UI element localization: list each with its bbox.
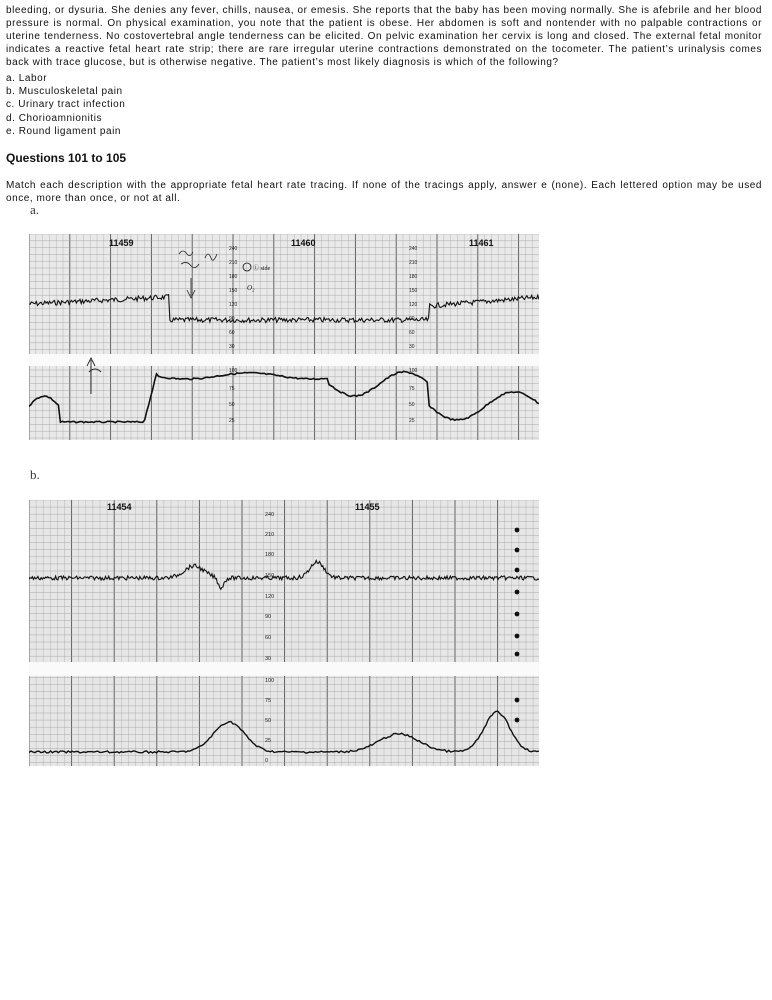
- option-a: a. Labor: [6, 73, 48, 84]
- uc-scale-label: 25: [265, 738, 272, 744]
- uc-scale-label: 25: [229, 418, 235, 424]
- fhr-scale-label: 30: [409, 344, 415, 350]
- tracing-a-strip: [29, 234, 539, 440]
- uc-scale-label: 25: [409, 418, 415, 424]
- tracing-b-label: b.: [30, 467, 40, 482]
- option-e: e. Round ligament pain: [6, 125, 121, 137]
- strip-number: 11455: [355, 502, 380, 512]
- fhr-scale-label: 60: [229, 330, 235, 336]
- fhr-scale-label: 150: [265, 573, 275, 579]
- strip-number: 11460: [291, 238, 316, 248]
- fhr-scale-label: 240: [409, 246, 418, 252]
- tracing-b-strip: [29, 500, 539, 766]
- fhr-scale-label: 240: [265, 512, 275, 518]
- fhr-scale-label: 210: [265, 532, 275, 538]
- uc-scale-label: 75: [265, 698, 272, 704]
- question-stem: bleeding, or dysuria. She denies any fever, chills, nausea, or emesis. She reports that the baby has been moving normally. She is afebrile and her blood pressure is normal. On physical examination, you note that the patient is obese. Her abdomen is soft and nontender with no palpable contractions or uterine tenderness. No costovertebral angle tenderness can be elicited. On pelvic examination her cervix is long and closed. The external fetal monitor indicates a reactive fetal heart rate strip; there are rare irregular uterine contractions demonstrated on the tocometer. The patient’s urinalysis comes back with trace glucose, but is otherwise negative. The patient’s most likely diagnosis is which of the following?: [6, 5, 762, 68]
- uc-scale-label: 75: [229, 386, 235, 392]
- uc-scale-label: 50: [229, 402, 235, 408]
- fhr-scale-label: 150: [409, 288, 418, 294]
- fhr-scale-label: 180: [409, 274, 418, 280]
- fhr-scale-label: 120: [409, 302, 418, 308]
- option-d: d. Chorioamnionitis: [6, 112, 103, 124]
- strip-number: 11459: [109, 238, 134, 248]
- tracing-a-figure: [29, 234, 539, 440]
- fhr-scale-label: 90: [229, 316, 235, 322]
- fhr-scale-label: 120: [229, 302, 238, 308]
- fhr-scale-label: 90: [409, 316, 415, 322]
- fhr-scale-label: 240: [229, 246, 238, 252]
- annotation-left-side: Ⓛ side: [253, 266, 271, 272]
- fhr-scale-label: 60: [409, 330, 415, 336]
- option-b: b. Musculoskeletal pain: [6, 86, 123, 98]
- fhr-scale-label: 60: [265, 635, 272, 641]
- fhr-scale-label: 150: [229, 288, 238, 294]
- tracing-b-figure: [29, 500, 539, 766]
- section-heading: Questions 101 to 105: [6, 151, 127, 165]
- option-c: c. Urinary tract infection: [6, 99, 126, 111]
- uc-scale-label: 100: [265, 678, 275, 684]
- fhr-scale-label: 210: [409, 260, 418, 266]
- fhr-scale-label: 90: [265, 614, 272, 620]
- uc-scale-label: 75: [409, 386, 415, 392]
- matching-instructions: Match each description with the appropriate fetal heart rate tracing. If none of the tracings apply, answer e (none). Each lettered option may be used once, more than once, or not at all.: [6, 180, 762, 204]
- fhr-scale-label: 180: [229, 274, 238, 280]
- fhr-scale-label: 30: [229, 344, 235, 350]
- uc-scale-label: 50: [265, 718, 272, 724]
- annotation-oxygen: O₂: [247, 284, 255, 292]
- fhr-scale-label: 210: [229, 260, 238, 266]
- uc-scale-label: 100: [229, 368, 238, 374]
- strip-number: 11454: [107, 502, 132, 512]
- uc-scale-label: 0: [265, 758, 269, 764]
- uc-scale-label: 100: [409, 368, 418, 374]
- tracing-a-label: a.: [30, 202, 40, 217]
- uc-scale-label: 50: [409, 402, 415, 408]
- answer-options: [6, 72, 125, 138]
- fhr-scale-label: 120: [265, 594, 275, 600]
- fhr-scale-label: 180: [265, 552, 275, 558]
- fhr-scale-label: 30: [265, 656, 272, 662]
- strip-number: 11461: [469, 238, 494, 248]
